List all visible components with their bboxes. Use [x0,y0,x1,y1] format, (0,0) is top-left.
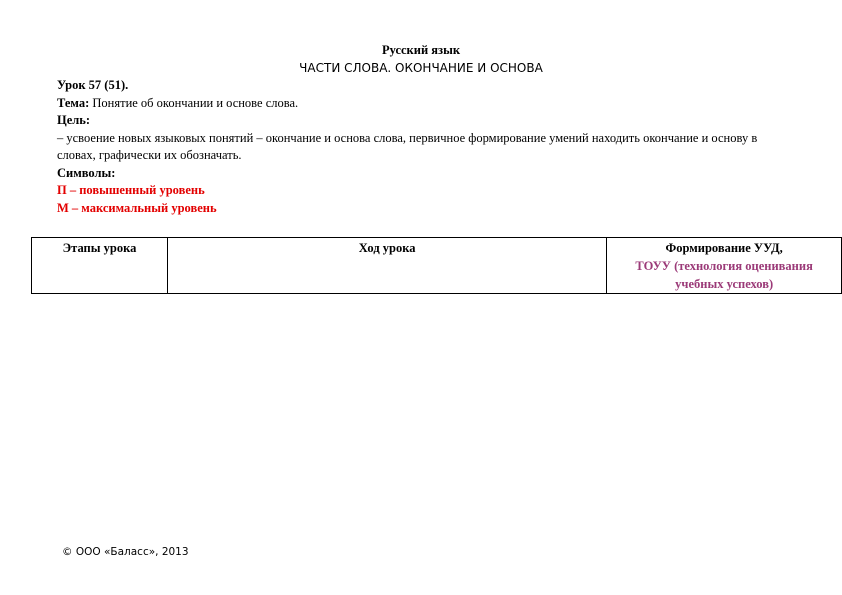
goal-text: – усвоение новых языковых понятий – окончание и основа слова, первичное формирование умений находить окончание и основу в словах, графически их обозначать. [57,130,758,162]
table-header-row [32,238,842,294]
uud-label: Формирование УУД, [665,241,783,255]
symbol-advanced-level: П – повышенный уровень [57,183,205,197]
header-stages: Этапы урока [32,238,168,294]
theme-label: Тема: [57,95,90,110]
lesson-number: Урок 57 (51). [57,78,129,92]
subject-heading: Русский язык [381,43,461,57]
lesson-info [57,77,797,217]
symbol-maximum-level: М – максимальный уровень [57,200,217,215]
lesson-title: ЧАСТИ СЛОВА. ОКОНЧАНИЕ И ОСНОВА [299,61,543,75]
goal-label: Цель: [57,113,91,127]
symbols-label: Символы: [57,165,116,180]
lesson-theme [57,95,797,113]
touu-label: ТОУУ (технология оценивания учебных успехов) [635,259,813,291]
theme-value: Понятие об окончании и основе слова. [89,95,299,110]
header-uud [607,238,842,294]
lesson-plan-table [31,237,842,294]
copyright-footer: © ООО «Баласс», 2013 [62,546,189,558]
header-course: Ход урока [168,238,607,294]
